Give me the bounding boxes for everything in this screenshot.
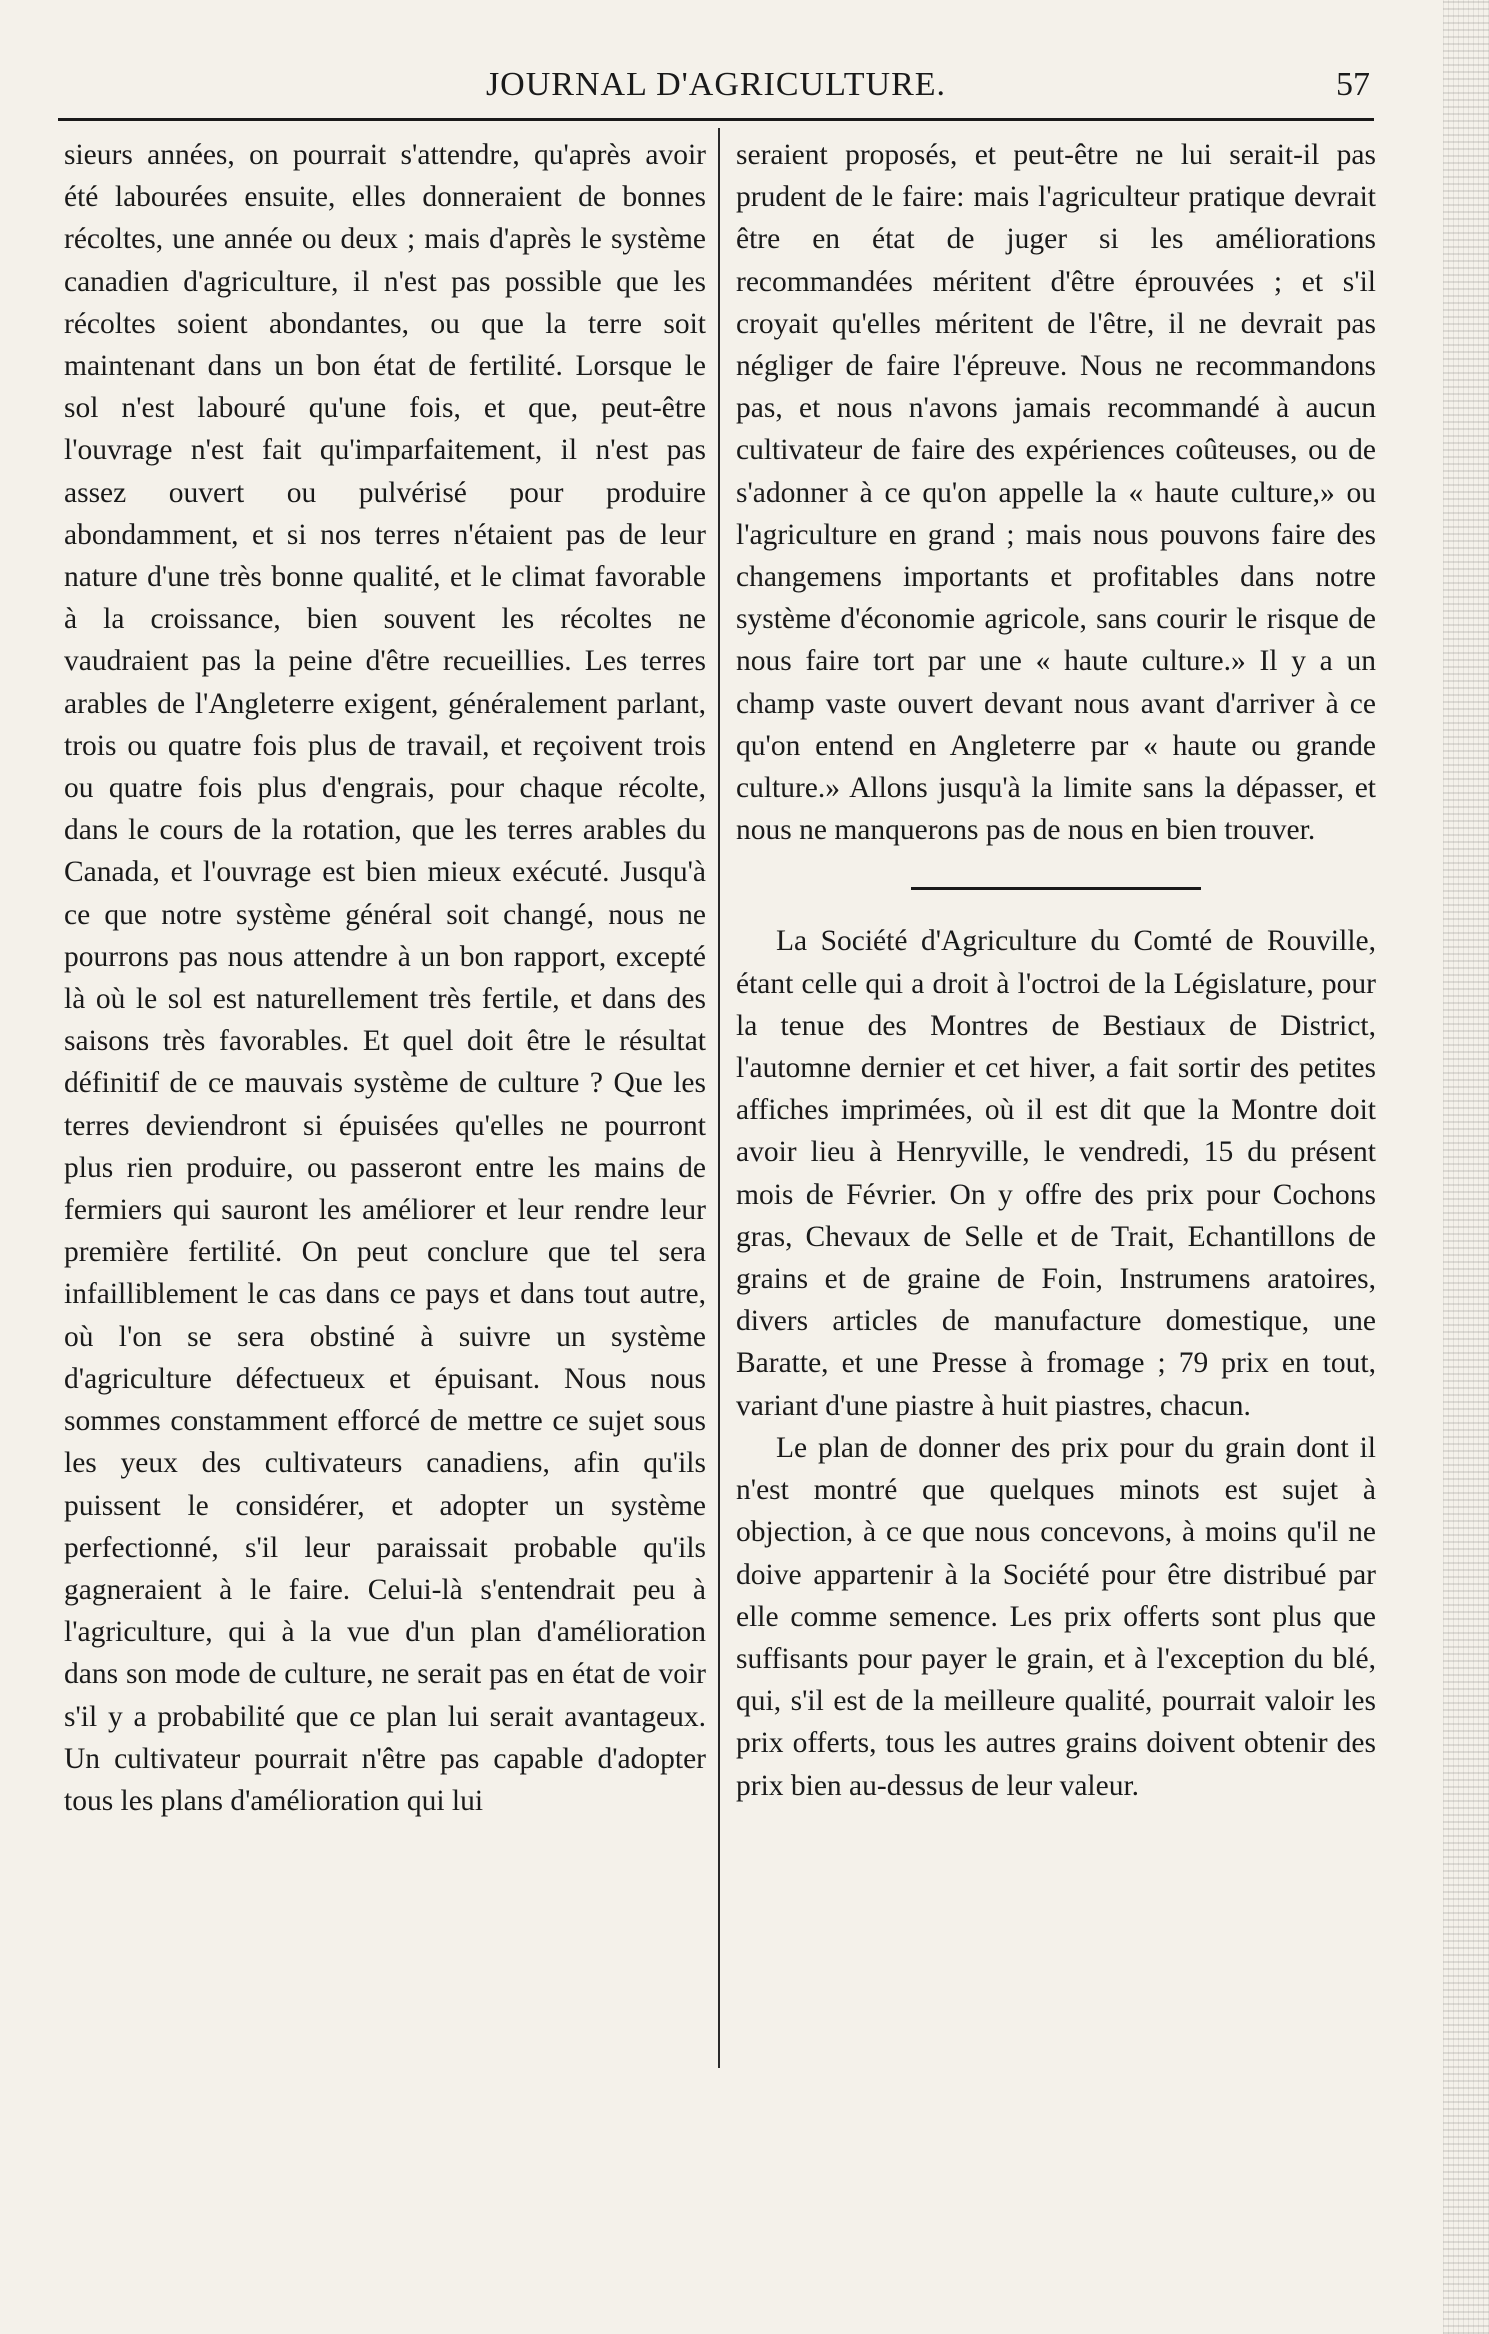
left-paragraph: sieurs années, on pourrait s'attendre, qu'après avoir été labourées ensuite, elles donneraient de bonnes récoltes, une année ou deux ; mais d'après le système canadien d'agriculture, il n'est pas possible que les récoltes soient abondantes, ou que la terre soit maintenant dans un bon état de fertilité. Lorsque le sol n'est labouré qu'une fois, et que, peut-être l'ouvrage n'est fait qu'imparfaitement, il n'est pas assez ouvert ou pulvérisé pour produire abondamment, et si nos terres n'étaient pas de leur nature d'une très bonne qualité, et le climat favorable à la croissance, bien souvent les récoltes ne vaudraient pas la peine d'être recueillies. Les terres arables de l'Angleterre exigent, généralement parlant, trois ou quatre fois plus de travail, et reçoivent trois ou quatre fois plus d'engrais, pour chaque récolte, dans le cours de la rotation, que les terres arables du Canada, et l'ouvrage est bien mieux exécuté. Jusqu'à ce que notre système général soit changé, nous ne pourrons pas nous attendre à un bon rapport, excepté là où le sol est naturellement très fertile, et dans des saisons très favorables. Et quel doit être le résultat définitif de ce mauvais système de culture ? Que les terres deviendront si épuisées qu'elles ne pourront plus rien produire, ou passeront entre les mains de fermiers qui sauront les améliorer et leur rendre leur première fertilité. On peut conclure que tel sera infailliblement le cas dans ce pays et dans tout autre, où l'on se sera obstiné à suivre un système d'agriculture défectueux et épuisant. Nous nous sommes constamment efforcé de mettre ce sujet sous les yeux des cultivateurs canadiens, afin qu'ils puissent le considérer, et adopter un système perfectionné, s'il leur paraissait probable qu'ils gagneraient à le faire. Celui-là s'entendrait peu à l'agriculture, qui à la vue d'un plan d'amélioration dans son mode de culture, ne serait pas en état de voir s'il y a probabilité que ce plan lui serait avantageux. Un cultivateur pourrait n'être pas capable d'adopter tous les plans d'amélioration qui lui	[64, 139, 706, 1817]
page-number: 57	[1336, 66, 1370, 103]
column-divider	[718, 128, 720, 2068]
right-paragraph-1: seraient proposés, et peut-être ne lui serait-il pas prudent de le faire: mais l'agriculteur pratique devrait être en état de juger si les améliorations recommandées méritent d'être éprouvées ; et s'il croyait qu'elles méritent de l'être, il ne devrait pas négliger de faire l'épreuve. Nous ne recommandons pas, et nous n'avons jamais recommandé à aucun cultivateur de faire des expériences coûteuses, ou de s'adonner à ce qu'on appelle la « haute culture,» ou l'agriculture en grand ; mais nous pouvons faire des changemens importants et profitables dans notre système d'économie agricole, sans courir le risque de nous faire tort par une « haute culture.» Il y a un champ vaste ouvert devant nous avant d'arriver à ce qu'on entend en Angleterre par « haute ou grande culture.» Allons jusqu'à la limite sans la dépasser, et nous ne manquerons pas de nous en bien trouver.	[736, 139, 1376, 847]
right-paragraph-2: La Société d'Agriculture du Comté de Rouville, étant celle qui a droit à l'octroi de la Législature, pour la tenue des Montres de Bestiaux de District, l'automne dernier et cet hiver, a fait sortir des petites affiches imprimées, où il est dit que la Montre doit avoir lieu à Henryville, le vendredi, 15 du présent mois de Février. On y offre des prix pour Cochons gras, Chevaux de Selle et de Trait, Echantillons de grains et de graine de Foin, Instrumens aratoires, divers articles de manufacture domestique, une Baratte, et une Presse à fromage ; 79 prix en tout, variant d'une piastre à huit piastres, chacun.	[736, 925, 1376, 1422]
right-column	[736, 134, 1376, 1807]
left-column	[64, 134, 706, 1822]
right-paragraph-3: Le plan de donner des prix pour du grain dont il n'est montré que quelques minots est sujet à objection, à ce que nous concevons, à moins qu'il ne doive appartenir à la Société pour être distribué par elle comme semence. Les prix offerts sont plus que suffisants pour payer le grain, et à l'exception du blé, qui, s'il est de la meilleure qualité, pourrait valoir les prix offerts, tous les autres grains doivent obtenir des prix bien au-dessus de leur valeur.	[736, 1431, 1376, 1802]
journal-title: JOURNAL D'AGRICULTURE.	[485, 66, 947, 103]
section-separator-rule	[911, 887, 1201, 890]
page-edge-speckle	[1443, 0, 1489, 2334]
header-rule	[58, 118, 1374, 121]
page-header	[58, 66, 1374, 116]
